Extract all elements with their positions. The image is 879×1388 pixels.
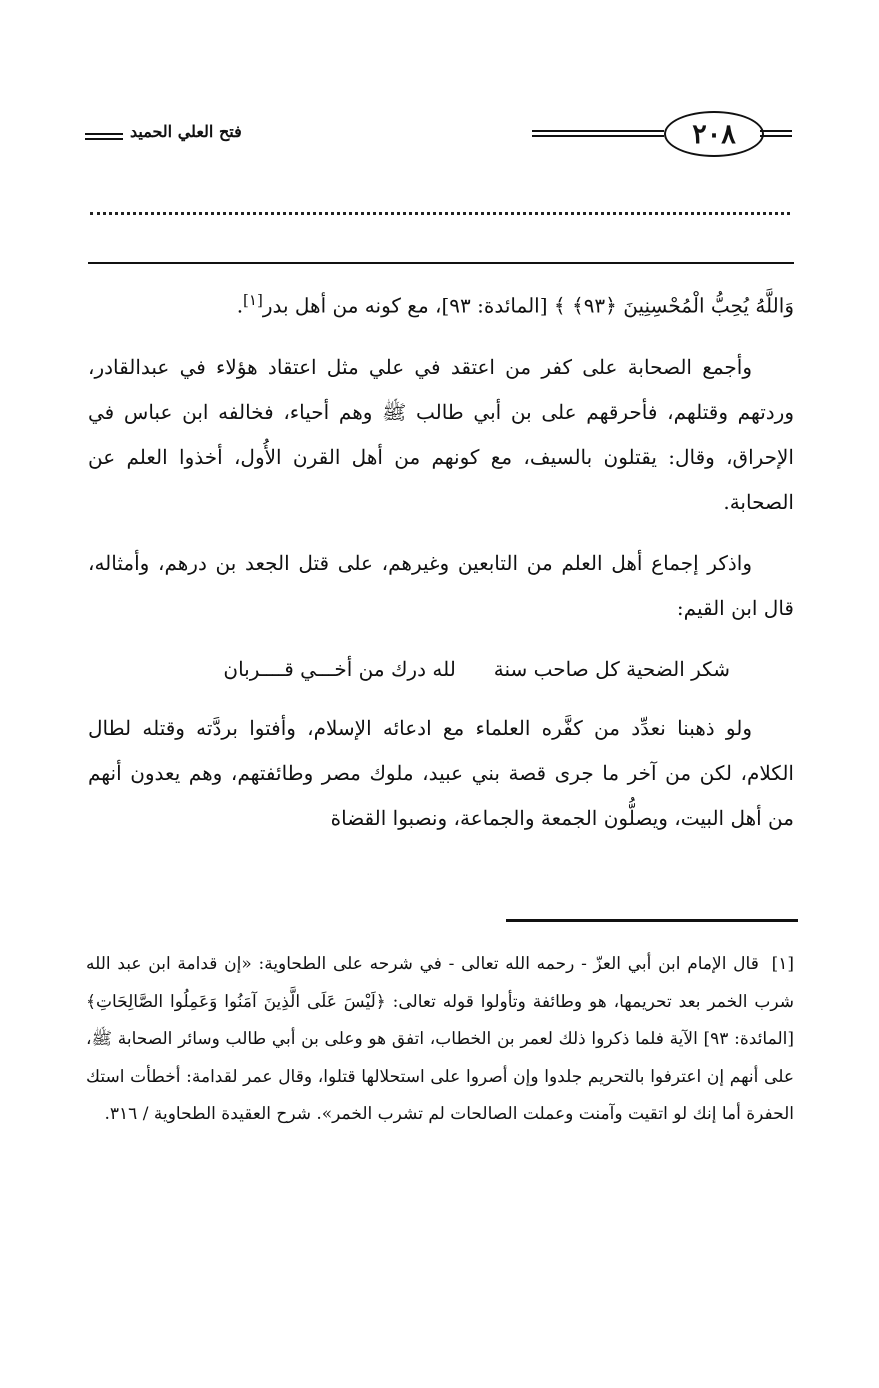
- book-title: فتح العلي الحميد: [130, 122, 242, 141]
- header-rule-left: [532, 130, 664, 137]
- poem-hemistich-2: لله درك من أخـــي قــــربان: [223, 656, 456, 681]
- page-header: [0, 108, 879, 158]
- footnote-text: قال الإمام ابن أبي العزّ - رحمه الله تعالى - في شرحه على الطحاوية: «إن قدامة ابن عبد الله شرب الخمر بعد تحريمها، هو وطائفة وتأولوا قوله تعالى: ﴿لَيْسَ عَلَى الَّذِينَ آمَنُوا وَعَمِلُوا الصَّالِحَاتِ﴾ [المائدة: ٩٣] الآية فلما ذكروا ذلك لعمر بن الخطاب، اتفق هو وعلى بن أبي طالب وسائر الصحابة ﷺ، على أنهم إن اعترفوا بالتحريم جلدوا وإن أصروا على استحلالها قتلوا، وقال عمر لقدامة: أخطأت استك الحفرة أما إنك لو اتقيت وآمنت وعملت الصالحات لم تشرب الخمر». شرح العقيدة الطحاوية / ٣١٦.: [86, 954, 795, 1124]
- top-rule: [88, 262, 794, 264]
- paragraph-3: ولو ذهبنا نعدِّد من كفَّره العلماء مع ادعائه الإسلام، وأفتوا بردَّته وقتله لطال الكلام، لكن من آخر ما جرى قصة بني عبيد، ملوك مصر وطائفتهم، وهم يعدون أنهم من أهل البيت، ويصلُّون الجمعة والجماعة، ونصبوا القضاة: [88, 715, 794, 830]
- title-rule: [85, 133, 123, 140]
- footnote: [86, 946, 794, 1134]
- opening-line-text: وَاللَّهُ يُحِبُّ الْمُحْسِنِينَ ﴿٩٣﴾ ﴾ [المائدة: ٩٣]، مع كونه من أهل بدر: [262, 293, 794, 318]
- header-rule-right: [760, 130, 792, 137]
- poem-verse: [88, 647, 794, 692]
- footnote-number: [١]: [771, 954, 794, 974]
- page-number: ٢٠٨: [664, 111, 764, 157]
- paragraph-1: وأجمع الصحابة على كفر من اعتقد في علي مثل اعتقاد هؤلاء في عبدالقادر، وردتهم وقتلهم، فأحرقهم على بن أبي طالب ﷺ وهم أحياء، فخالفه ابن عباس في الإحراق، وقال: يقتلون بالسيف، مع كونهم من أهل القرن الأُول، أخذوا العلم عن الصحابة.: [88, 354, 794, 514]
- main-text: [88, 278, 794, 857]
- opening-line: وَاللَّهُ يُحِبُّ الْمُحْسِنِينَ ﴿٩٣﴾ ﴾ [المائدة: ٩٣]، مع كونه من أهل بدر[١].: [236, 291, 794, 318]
- poem-hemistich-1: شكر الضحية كل صاحب سنة: [493, 656, 730, 681]
- footnote-marker: [١]: [243, 291, 263, 309]
- paragraph-2: واذكر إجماع أهل العلم من التابعين وغيرهم، على قتل الجعد بن درهم، وأمثاله، قال ابن القيم:: [88, 550, 794, 620]
- footnote-rule: [506, 919, 798, 922]
- dotted-separator: [90, 212, 790, 215]
